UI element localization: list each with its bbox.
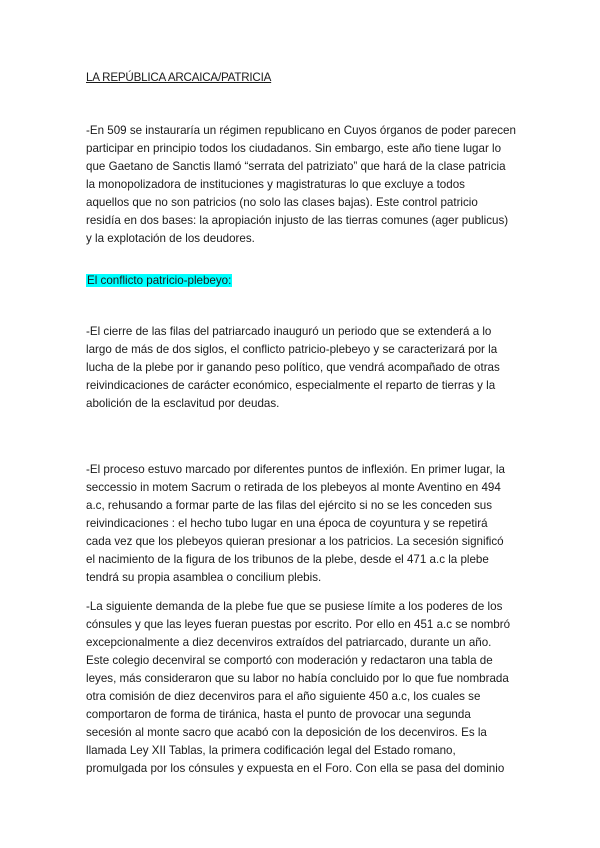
text-line: llamada Ley XII Tablas, la primera codificación legal del Estado romano, [86,744,456,757]
paragraph-2 [86,323,516,413]
text-line: lucha de la plebe por ir ganando peso político, que vendrá acompañado de otras [86,361,500,374]
text-line: -La siguiente demanda de la plebe fue que se pusiese límite a los poderes de los [86,600,503,613]
text-line: -El proceso estuvo marcado por diferentes puntos de inflexión. En primer lugar, la [86,463,505,476]
text-line: seccessio in motem Sacrum o retirada de los plebeyos al monte Aventino en 494 [86,481,501,494]
text-line: largo de más de dos siglos, el conflicto patricio-plebeyo y se caracterizará por la [86,343,498,356]
text-line: el nacimiento de la figura de los tribunos de la plebe, desde el 471 a.c la plebe [86,553,489,566]
highlighted-heading-text: El conflicto patricio-plebeyo: [87,274,232,287]
paragraph-4 [86,598,516,778]
page-title: LA REPÚBLICA ARCAICA/PATRICIA [86,71,272,84]
text-line: Este colegio decenviral se comportó con moderación y redactaron una tabla de [86,654,493,667]
text-line: otra comisión de diez decenviros para el año siguiente 450 a.c, los cuales se [86,690,481,703]
text-line: a.c, rehusando a formar parte de las filas del ejército si no se les conceden sus [86,499,493,512]
text-line: comportaron de forma de tiránica, hasta el punto de provocar una segunda [86,708,471,721]
text-line: residía en dos bases: la apropiación injusto de las tierras comunes (ager publicus) [86,214,509,227]
text-line: cada vez que los plebeyos quieran presionar a los patricios. La secesión significó [86,535,504,548]
text-line: -El cierre de las filas del patriarcado inauguró un periodo que se extenderá a lo [86,325,492,338]
text-line: abolición de la esclavitud por deudas. [86,397,280,410]
text-line: reivindicaciones : el hecho tubo lugar en una época de coyuntura y se repetirá [86,517,488,530]
section-heading [86,272,232,290]
text-line: que Gaetano de Sanctis llamó “serrata del patriziato” que hará de la clase patricia [86,160,506,173]
text-line: leyes, más consideraron que su labor no había concluido por lo que fue nombrada [86,672,509,685]
paragraph-3 [86,461,516,587]
text-line: la monopolizadora de instituciones y magistraturas lo que excluye a todos [86,178,465,191]
text-line: y la explotación de los deudores. [86,232,255,245]
text-line: participar en principio todos los ciudadanos. Sin embargo, este año tiene lugar lo [86,142,502,155]
text-line: aquellos que no son patricios (no solo las clases bajas). Este control patricio [86,196,478,209]
text-line: excepcionalmente a diez decenviros extraídos del patriarcado, durante un año. [86,636,492,649]
text-line: tendrá su propia asamblea o concilium plebis. [86,571,322,584]
text-line: cónsules y que las leyes fueran puestas por escrito. Por ello en 451 a.c se nombró [86,618,511,631]
text-line: secesión al monte sacro que acabó con la deposición de los decenviros. Es la [86,726,487,739]
text-line: promulgada por los cónsules y expuesta en el Foro. Con ella se pasa del dominio [86,762,505,775]
text-line: -En 509 se instauraría un régimen republicano en Cuyos órganos de poder parecen [86,124,516,137]
text-line: reivindicaciones de carácter económico, especialmente el reparto de tierras y la [86,379,496,392]
paragraph-1 [86,122,516,248]
